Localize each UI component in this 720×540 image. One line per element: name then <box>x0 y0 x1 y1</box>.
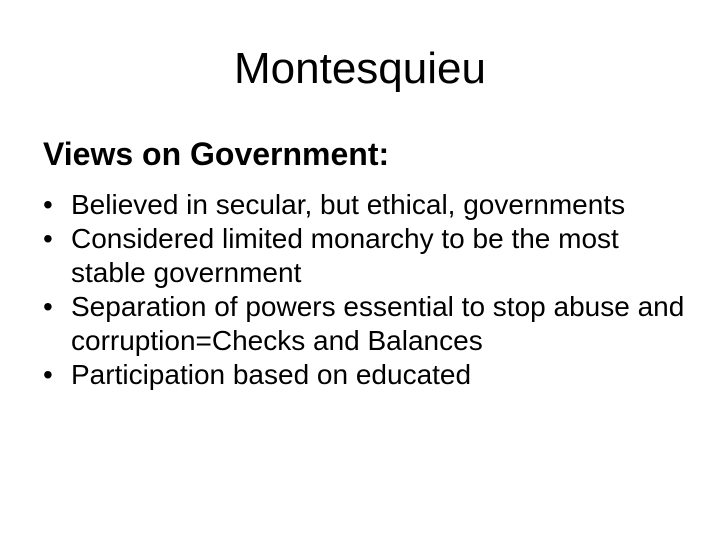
bullet-icon: • <box>43 223 53 254</box>
bullet-text: Participation based on educated <box>71 359 472 390</box>
list-item <box>43 290 693 358</box>
bullet-text: Considered limited monarchy to be the most stable government <box>71 223 619 288</box>
bullet-text: Separation of powers essential to stop abuse and corruption=Checks and Balances <box>71 291 685 356</box>
slide-body <box>43 132 693 392</box>
list-item <box>43 358 693 392</box>
list-item <box>43 188 693 222</box>
list-item <box>43 222 693 290</box>
bullet-text: Believed in secular, but ethical, governments <box>71 189 626 220</box>
bullet-icon: • <box>43 359 53 390</box>
slide-title: Montesquieu <box>234 44 486 93</box>
bullet-icon: • <box>43 291 53 322</box>
bullet-list <box>43 188 693 392</box>
section-heading: Views on Government: <box>43 136 390 172</box>
bullet-icon: • <box>43 189 53 220</box>
